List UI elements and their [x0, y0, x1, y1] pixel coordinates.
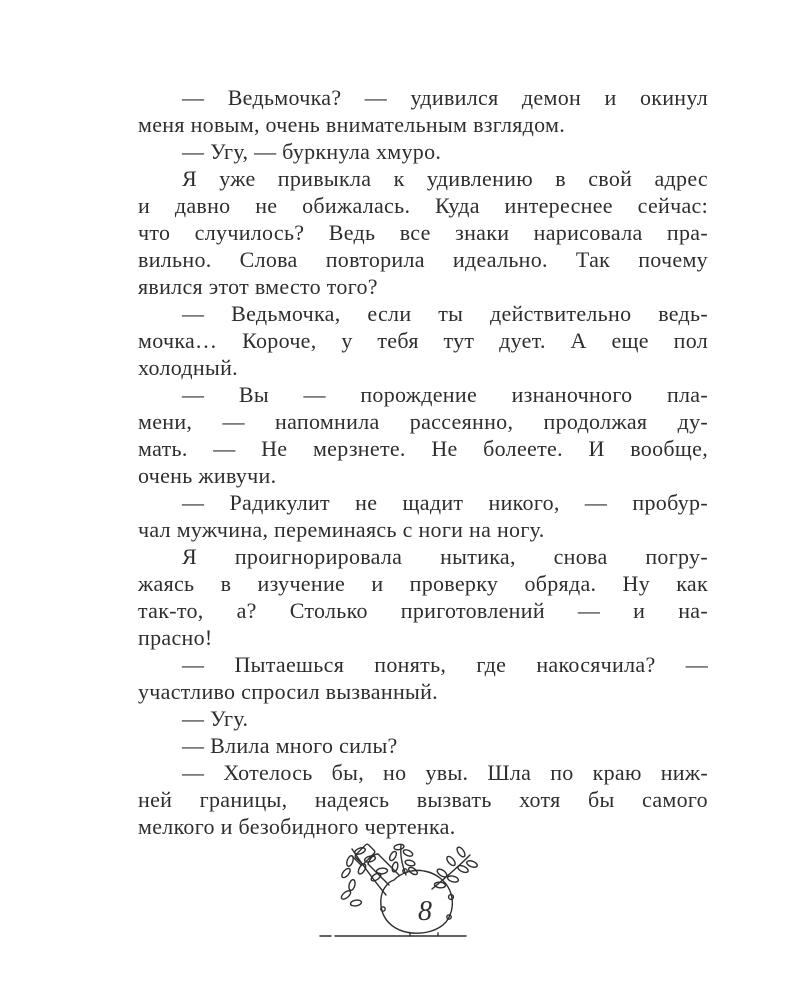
text-line: участливо спросил вызванный.	[138, 679, 438, 704]
paragraph	[138, 84, 708, 138]
text-line: холодный.	[138, 355, 238, 380]
text-line: — Вы — порождение изнаночного пла-	[182, 382, 708, 407]
text-line: — Радикулит не щадит никого, — пробур-	[182, 490, 708, 515]
text-line: явился этот вместо того?	[138, 274, 378, 299]
text-line: — Ведьмочка, если ты действительно ведь-	[182, 301, 708, 326]
page-number: 8	[418, 896, 432, 927]
text-line: Я проигнорировала нытика, снова погру-	[182, 544, 708, 569]
paragraph	[138, 381, 708, 489]
text-line: — Ведьмочка? — удивился демон и окинул	[182, 85, 708, 110]
text-line: так-то, а? Столько приготовлений — и на-	[138, 598, 708, 623]
paragraph	[138, 759, 708, 840]
text-line: что случилось? Ведь все знаки нарисовала пра-	[138, 220, 708, 245]
paragraph	[138, 489, 708, 543]
text-line: мелкого и безобидного чертенка.	[138, 814, 456, 839]
text-line: Я уже привыкла к удивлению в свой адрес	[182, 166, 708, 191]
text-line: жаясь в изучение и проверку обряда. Ну как	[138, 571, 708, 596]
text-line: меня новым, очень внимательным взглядом.	[138, 112, 566, 137]
text-block	[138, 84, 708, 840]
potion-bottle-icon	[312, 843, 482, 943]
text-line: — Влила много силы?	[182, 733, 398, 758]
text-line: очень живучи.	[138, 463, 277, 488]
text-line: прасно!	[138, 625, 213, 650]
paragraph	[138, 138, 708, 165]
text-line: мени, — напомнила рассеянно, продолжая ду-	[138, 409, 708, 434]
paragraph	[138, 300, 708, 381]
text-line: — Пытаешься понять, где накосячила? —	[182, 652, 708, 677]
text-line: и давно не обижалась. Куда интереснее сейчас:	[138, 193, 708, 218]
text-line: ней границы, надеясь вызвать хотя бы самого	[138, 787, 708, 812]
paragraph	[138, 705, 708, 732]
text-line: — Хотелось бы, но увы. Шла по краю ниж-	[182, 760, 708, 785]
paragraph	[138, 543, 708, 651]
text-line: мать. — Не мерзнете. Не болеете. И вообще,	[138, 436, 708, 461]
text-line: — Угу.	[182, 706, 249, 731]
text-line: вильно. Слова повторила идеально. Так почему	[138, 247, 708, 272]
text-line: — Угу, — буркнула хмуро.	[182, 139, 442, 164]
paragraph	[138, 732, 708, 759]
leaf-sprig-right-icon	[432, 846, 478, 889]
paragraph	[138, 165, 708, 300]
paragraph	[138, 651, 708, 705]
footer-illustration	[312, 843, 482, 943]
text-line: чал мужчина, переминаясь с ноги на ногу.	[138, 517, 545, 542]
text-line: мочка… Короче, у тебя тут дует. А еще пол	[138, 328, 708, 353]
